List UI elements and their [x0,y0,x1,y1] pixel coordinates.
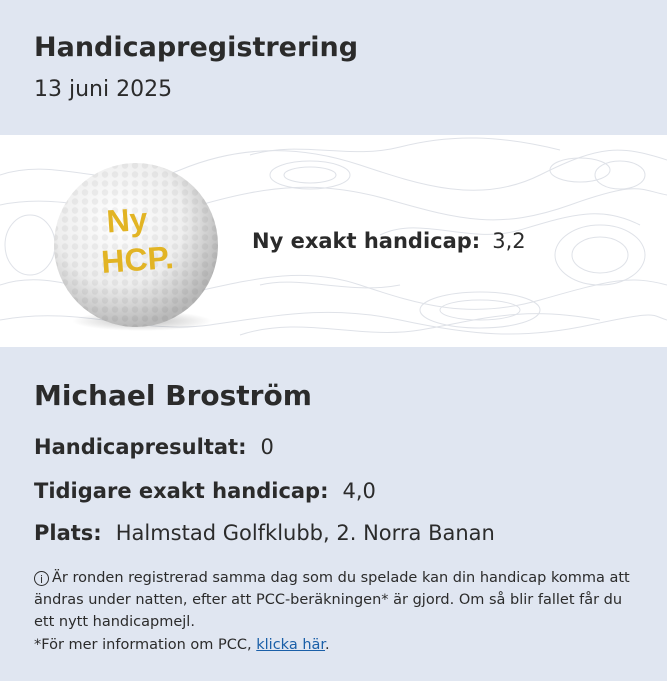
pcc-notice [34,567,644,633]
page-title: Handicapregistrering [34,32,359,63]
info-icon: i [34,571,49,586]
header [0,0,667,135]
ball-text-hcp: HCP. [100,239,175,281]
handicap-result-value: 0 [260,435,274,459]
handicap-result-label: Handicapresultat: [34,435,247,459]
footnote-text: *För mer information om PCC, [34,637,257,653]
pcc-notice-text: Är ronden registrerad samma dag som du spelade kan din handicap komma att ändras under natten, efter att PCC-beräkningen* är gjord. Om så blir fallet får du ett nytt handicapmejl. [34,570,630,630]
previous-hcp-value: 4,0 [342,479,376,503]
ball-text-ny: Ny [105,200,149,240]
new-hcp-label: Ny exakt handicap: [252,229,481,253]
previous-hcp-row [34,479,376,503]
place-value: Halmstad Golfklubb, 2. Norra Banan [115,521,495,545]
player-name: Michael Broström [34,379,312,412]
golf-ball-icon [50,161,222,333]
place-label: Plats: [34,521,102,545]
footnote-suffix: . [325,637,330,653]
registration-details [0,347,667,681]
pcc-footnote [34,637,330,653]
new-exact-handicap [252,229,526,253]
new-handicap-banner [0,135,667,347]
new-hcp-value: 3,2 [492,229,526,253]
registration-date: 13 juni 2025 [34,77,173,102]
previous-hcp-label: Tidigare exakt handicap: [34,479,329,503]
pcc-info-link[interactable]: klicka här [256,637,326,653]
handicap-result-row [34,435,274,459]
place-row [34,521,495,545]
